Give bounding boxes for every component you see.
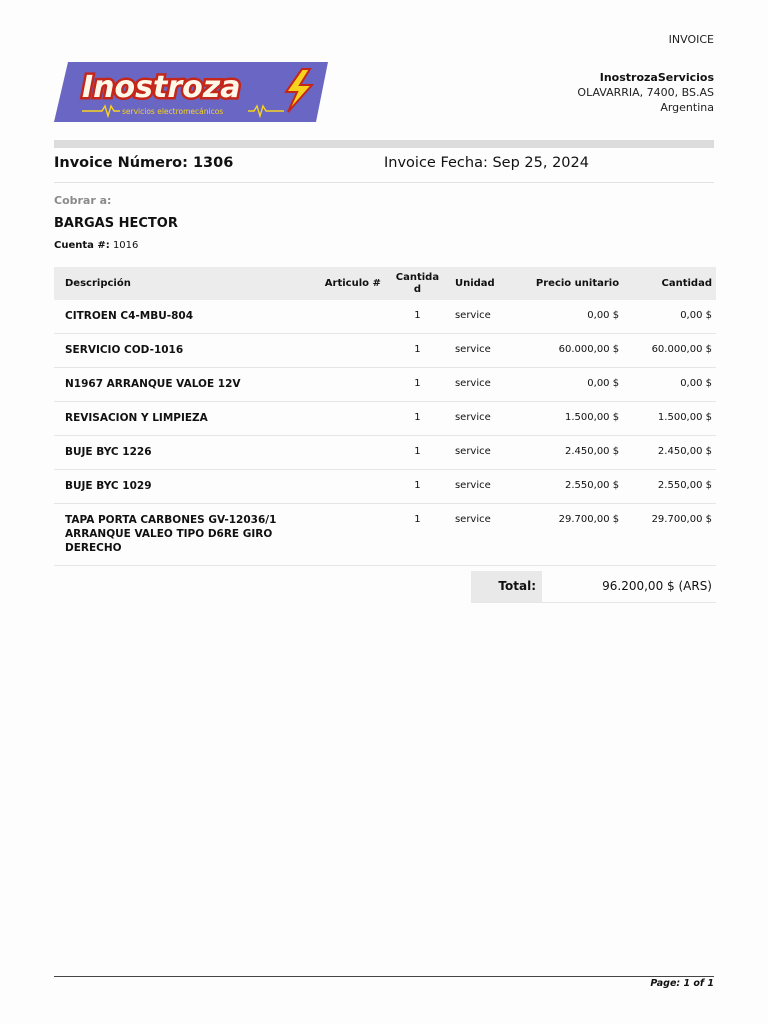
item-description: BUJE BYC 1029: [65, 480, 152, 492]
item-unit-price: 0,00 $: [587, 378, 620, 389]
account-number: [54, 240, 138, 251]
item-amount: 2.550,00 $: [657, 480, 712, 491]
item-unit: service: [454, 310, 491, 321]
item-amount: 1.500,00 $: [657, 412, 712, 423]
total-label: Total:: [471, 571, 542, 602]
item-article: [304, 436, 393, 446]
table-row: [54, 300, 716, 334]
item-unit-price: 2.450,00 $: [565, 446, 620, 457]
item-quantity: 1: [414, 344, 421, 355]
item-quantity: 1: [414, 514, 421, 525]
item-article: [304, 300, 393, 310]
item-quantity: 1: [414, 378, 421, 389]
item-description: N1967 ARRANQUE VALOE 12V: [65, 378, 241, 390]
item-unit: service: [454, 514, 491, 525]
table-row: [54, 334, 716, 368]
header-unit-price: Precio unitario: [522, 267, 629, 300]
table-row: [54, 368, 716, 402]
invoice-total: [471, 571, 716, 603]
item-article: [304, 334, 393, 344]
item-unit-price: 29.700,00 $: [558, 514, 620, 525]
item-unit-price: 1.500,00 $: [565, 412, 620, 423]
item-unit-price: 60.000,00 $: [558, 344, 620, 355]
item-amount: 29.700,00 $: [651, 514, 712, 525]
company-country: Argentina: [660, 101, 714, 114]
item-unit: service: [454, 480, 491, 491]
item-amount: 2.450,00 $: [657, 446, 712, 457]
item-description: CITROEN C4-MBU-804: [65, 310, 194, 322]
item-unit-price: 0,00 $: [587, 310, 620, 321]
item-description: REVISACION Y LIMPIEZA: [65, 412, 208, 424]
table-header-row: [54, 267, 716, 300]
invoice-meta-divider: [54, 182, 714, 183]
table-row: [54, 402, 716, 436]
line-items-table: [54, 267, 716, 566]
document-type-label: INVOICE: [668, 33, 714, 46]
item-unit: service: [454, 378, 491, 389]
header-article: Articulo #: [304, 267, 393, 300]
item-article: [304, 402, 393, 412]
item-amount: 0,00 $: [680, 310, 712, 321]
item-description: TAPA PORTA CARBONES GV-12036/1 ARRANQUE VALEO TIPO D6RE GIRO DERECHO: [65, 514, 277, 554]
item-article: [304, 470, 393, 480]
page-indicator: Page: 1 of 1: [650, 978, 714, 989]
table-row: [54, 470, 716, 504]
logo-graphic: [54, 60, 328, 124]
item-unit: service: [454, 446, 491, 457]
bill-to-name: BARGAS HECTOR: [54, 216, 178, 231]
company-address: OLAVARRIA, 7400, BS.AS: [577, 86, 714, 99]
footer-divider: [54, 976, 714, 977]
company-info: [577, 70, 714, 115]
item-quantity: 1: [414, 412, 421, 423]
invoice-number: Invoice Número: 1306: [54, 155, 234, 171]
table-row: [54, 504, 716, 566]
header-description: Descripción: [54, 267, 304, 300]
company-name: InostrozaServicios: [599, 71, 714, 84]
item-amount: 60.000,00 $: [651, 344, 712, 355]
header-unit: Unidad: [442, 267, 523, 300]
item-amount: 0,00 $: [680, 378, 712, 389]
item-description: SERVICIO COD-1016: [65, 344, 184, 356]
table-row: [54, 436, 716, 470]
item-article: [304, 504, 393, 514]
company-logo: [54, 60, 328, 124]
invoice-date: Invoice Fecha: Sep 25, 2024: [384, 155, 589, 171]
item-unit-price: 2.550,00 $: [565, 480, 620, 491]
item-quantity: 1: [414, 480, 421, 491]
item-unit: service: [454, 412, 491, 423]
account-label: Cuenta #:: [54, 240, 110, 251]
header-quantity: Cantida d: [393, 267, 442, 300]
logo-tagline: servicios electromecánicos: [122, 107, 224, 116]
logo-brand-text: Inostroza: [82, 70, 241, 105]
header-amount: Cantidad: [629, 267, 716, 300]
item-article: [304, 368, 393, 378]
item-unit: service: [454, 344, 491, 355]
item-description: BUJE BYC 1226: [65, 446, 152, 458]
item-quantity: 1: [414, 310, 421, 321]
account-value: 1016: [112, 240, 139, 251]
item-quantity: 1: [414, 446, 421, 457]
bill-to-label: Cobrar a:: [54, 194, 112, 207]
total-value: 96.200,00 $ (ARS): [602, 579, 712, 593]
header-divider: [54, 140, 714, 148]
